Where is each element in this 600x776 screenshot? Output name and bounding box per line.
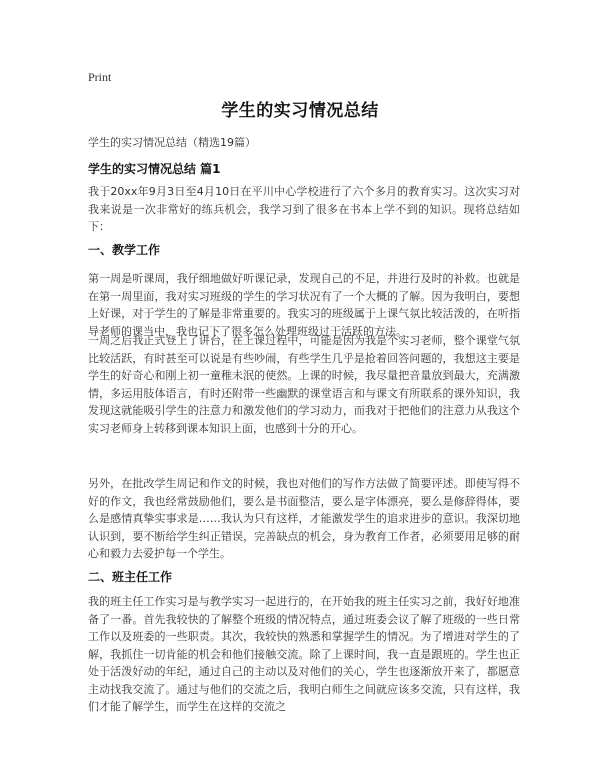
section-heading-homeroom: 二、班主任工作 [88, 570, 173, 584]
homeroom-paragraph-1: 我的班主任工作实习是与教学实习一起进行的，在开始我的班主任实习之前，我好好地准备了一番。首先我较快的了解整个班级的情况特点，通过班委会议了解了班级的一些日常工作以及班委的一些职责。其次，我较快的熟悉和掌握学生的情况。为了增进对学生的了解，我抓住一切肯能的机会和他们接触交流。除了上课时间，我一直是跟班的。学生也正处于活泼好动的年纪，通过自己的主动以及对他们的关心，学生也逐渐放开来了，都愿意主动找我交流了。通过与他们的交流之后，我明白师生之间就应该多交流，只有这样，我们才能了解学生，而学生在这样的交流之 [88, 595, 520, 713]
document-title: 学生的实习情况总结 [221, 101, 379, 121]
teaching-paragraph-2: 一周之后我正式登上了讲台，在上课过程中，可能是因为我是个实习老师，整个课堂气氛比较活跃，有时甚至可以说是有些吵闹，有些学生几乎是抢着回答问题的，我想这主要是学生的好奇心和刚上初一童稚未泯的使然。上课的时候，我尽量把音量放到最大，充满激情，多运用肢体语言，有时还附带一些幽默的课堂语言和与课文有所联系的课外知识，我发现这就能吸引学生的注意力和激发他们的学习动力，而我对于把他们的注意力从我这个实习老师身上转移到课本知识上面，也感到十分的开心。 [88, 334, 520, 435]
intro-paragraph: 我于20xx年9月3日至4月10日在平川中心学校进行了六个多月的教育实习。这次实习对我来说是一次非常好的练兵机会，我学习到了很多在书本上学不到的知识。现将总结如下： [88, 185, 520, 233]
teaching-paragraph-3: 另外，在批改学生周记和作文的时候，我也对他们的写作方法做了简要评述。即使写得不好的作文，我也经常鼓励他们，要么是书面整洁，要么是字体漂亮，要么是修辞得体，要么是感情真挚实事求是……我认为只有这样，才能激发学生的追求进步的意识。我深切地认识到，要不断给学生纠正错误，完善缺点的机会，身为教育工作者，必须要用足够的耐心和毅力去爱护每一个学生。 [88, 477, 520, 560]
print-link[interactable]: Print [88, 70, 112, 84]
article-heading: 学生的实习情况总结 篇1 [88, 162, 221, 176]
document-subtitle: 学生的实习情况总结（精选19篇） [88, 136, 256, 149]
teaching-paragraph-1: 第一周是听课周，我仔细地做好听课记录，发现自己的不足，并进行及时的补救。也就是在第一周里面，我对实习班级的学生的学习状况有了一个大概的了解。因为我明白，要想上好课，对于学生的了解是非常重要的。我实习的班级属于上课气氛比较活泼的，在听指导老师的课当中，我也记下了很多怎么处理班级过于活跃的方法。 [88, 272, 520, 338]
section-heading-teaching: 一、教学工作 [88, 243, 161, 257]
